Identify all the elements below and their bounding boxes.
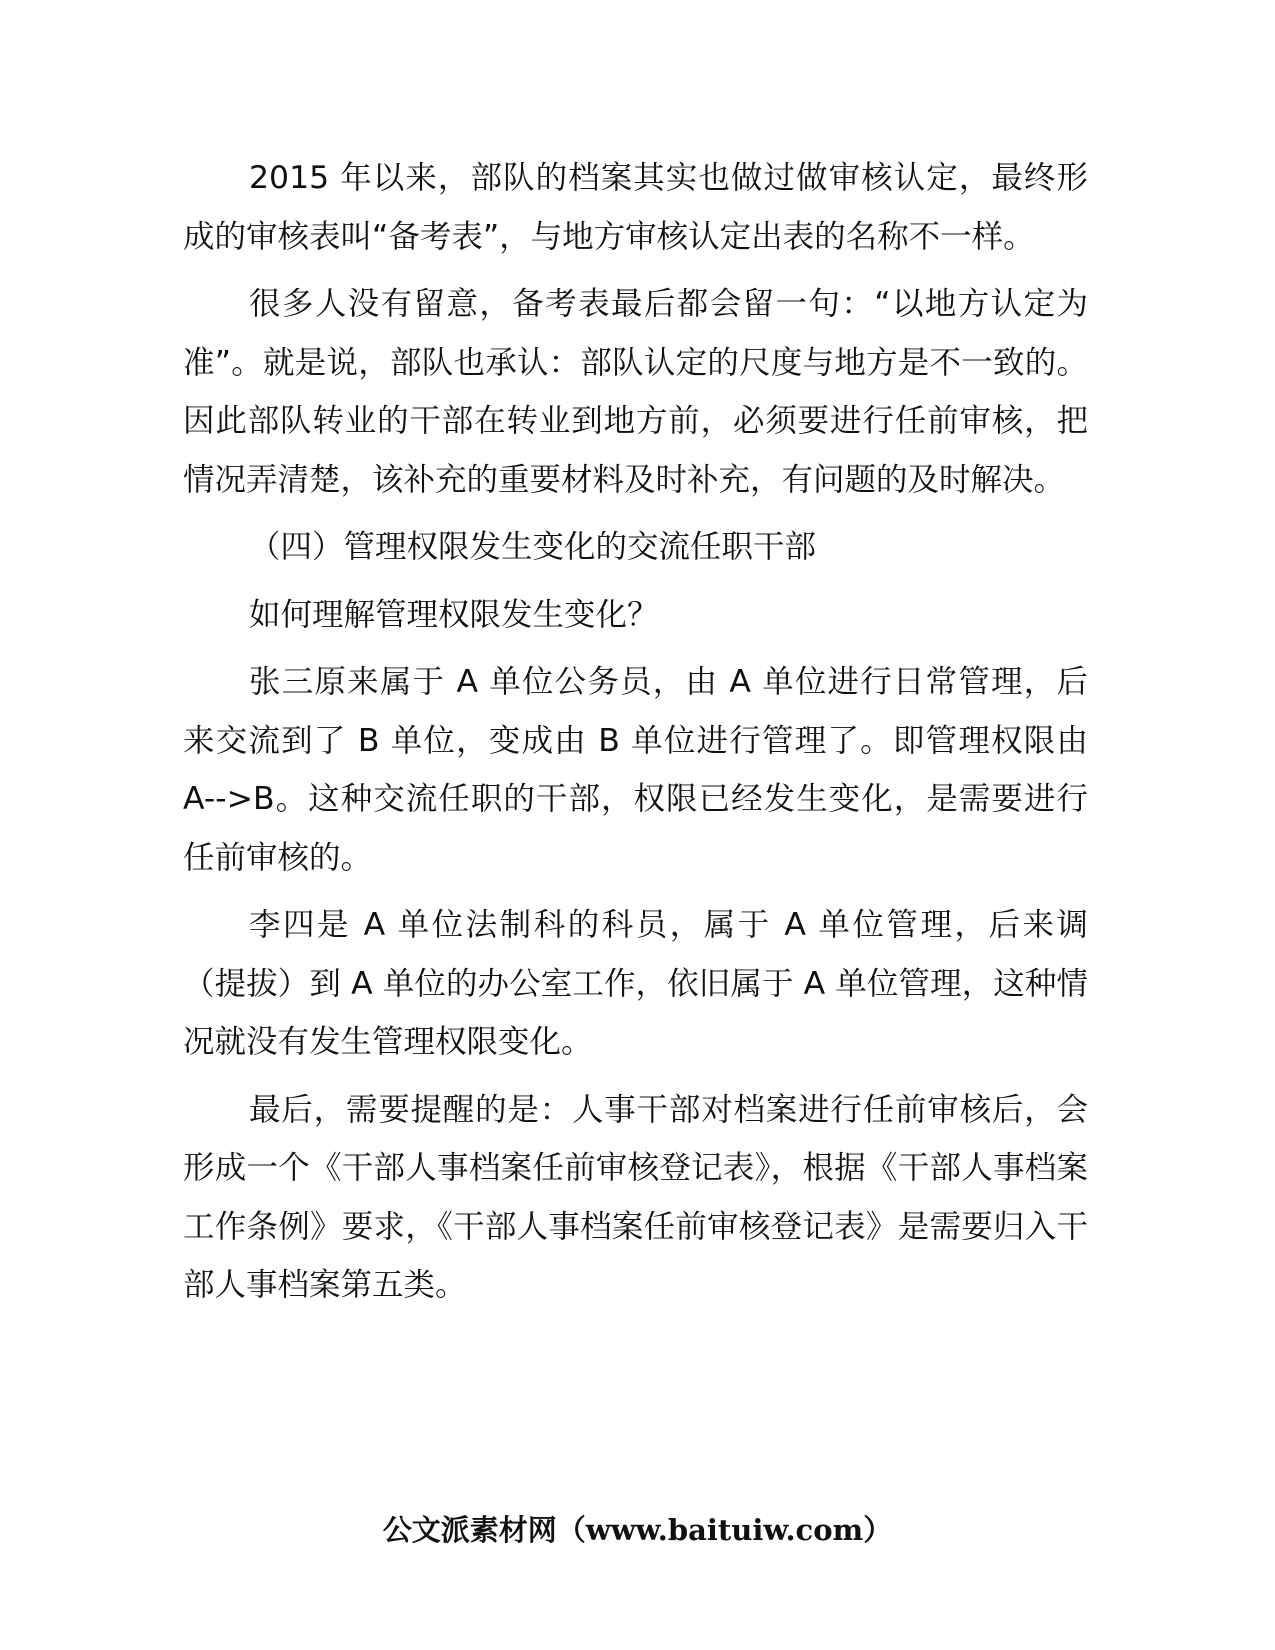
paragraph-conclusion: 最后，需要提醒的是：人事干部对档案进行任前审核后，会形成一个《干部人事档案任前审核登记表》，根据《干部人事档案工作条例》要求，《干部人事档案任前审核登记表》是需要归入干部人事档案第五类。 bbox=[183, 1091, 1088, 1303]
footer-watermark-text: 公文派素材网（www.baituiw.com） bbox=[382, 1513, 893, 1547]
paragraph-local-standard: 很多人没有留意，备考表最后都会留一句：“以地方认定为准”。就是说，部队也承认：部队认定的尺度与地方是不一致的。因此部队转业的干部在转业到地方前，必须要进行任前审核，把情况弄清楚，该补充的重要材料及时补充，有问题的及时解决。 bbox=[183, 286, 1088, 498]
section-heading-4: （四）管理权限发生变化的交流任职干部 bbox=[249, 529, 817, 565]
paragraph-example-lisi: 李四是 A 单位法制科的科员，属于 A 单位管理，后来调（提拔）到 A 单位的办公室工作，依旧属于 A 单位管理，这种情况就没有发生管理权限变化。 bbox=[183, 907, 1088, 1060]
paragraph-army-archive-review: 2015 年以来，部队的档案其实也做过做审核认定，最终形成的审核表叫“备考表”，与地方审核认定出表的名称不一样。 bbox=[183, 160, 1088, 255]
paragraph-example-zhangsan: 张三原来属于 A 单位公务员，由 A 单位进行日常管理，后来交流到了 B 单位，变成由 B 单位进行管理了。即管理权限由 A-->B。这种交流任职的干部，权限已经发生变化，是需要进行任前审核的。 bbox=[183, 664, 1088, 876]
paragraph-question: 如何理解管理权限发生变化？ bbox=[249, 596, 659, 633]
document-body bbox=[183, 149, 1088, 1324]
